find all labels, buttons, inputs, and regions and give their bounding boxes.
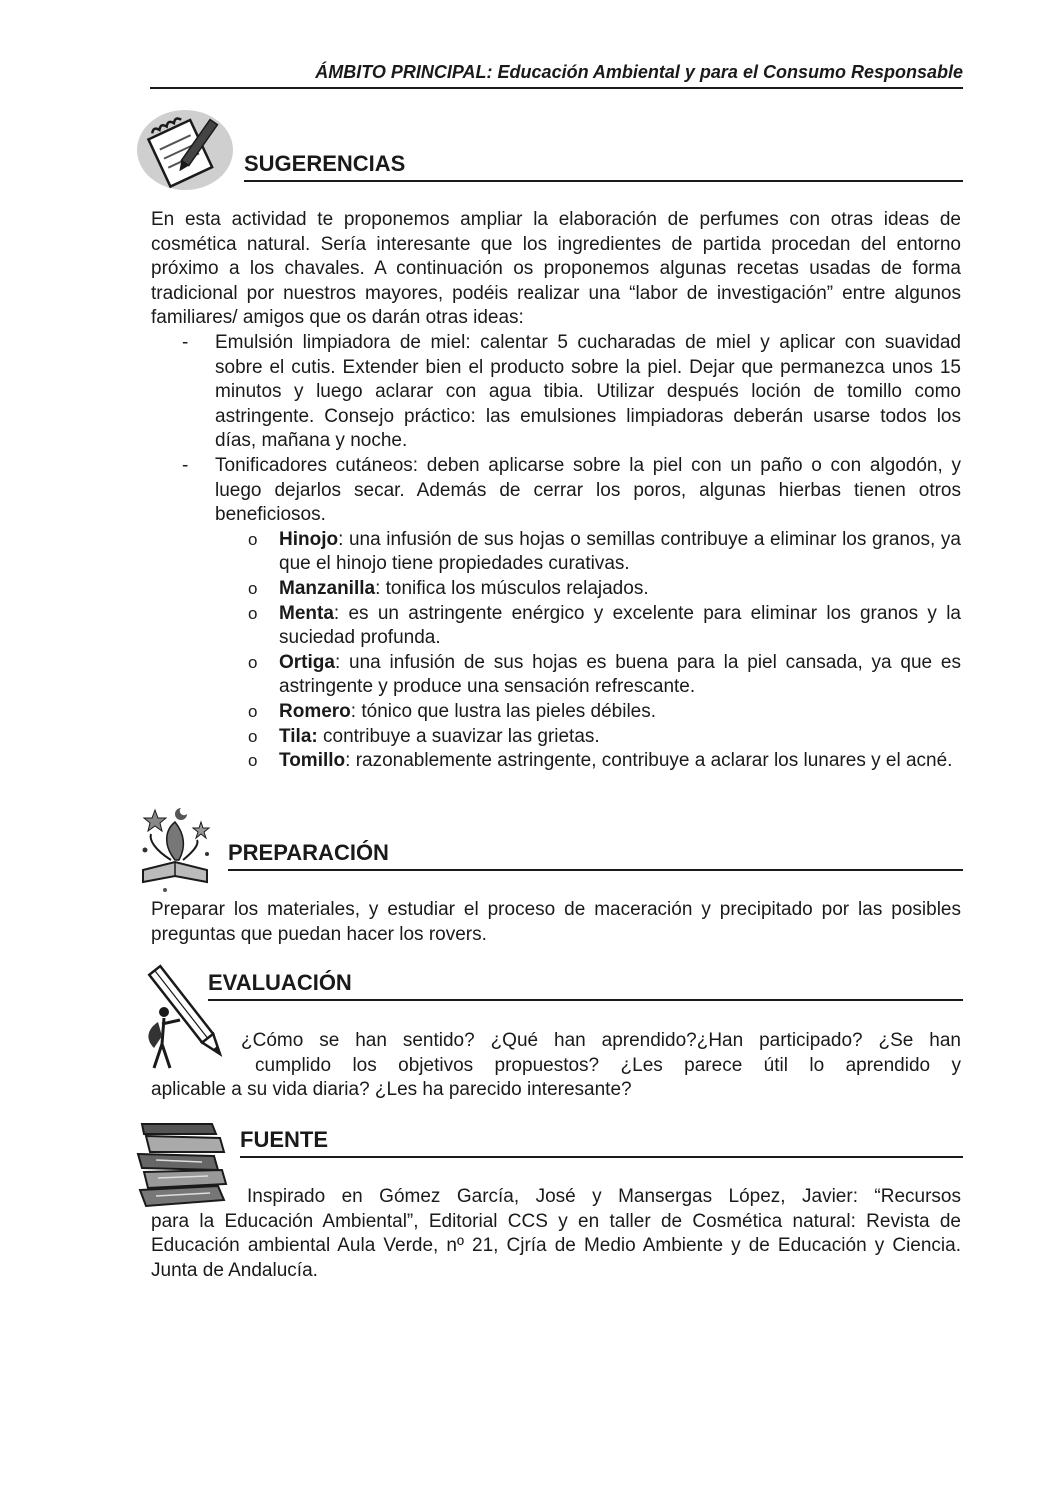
bullet-marker: o: [248, 726, 258, 746]
herb-text: : tónico que lustra las pieles débiles.: [350, 700, 657, 722]
fuente-text: [151, 1185, 961, 1283]
evaluacion-title: EVALUACIÓN: [208, 970, 963, 1001]
sugerencias-list: [151, 331, 961, 774]
herb-name: Menta: [279, 602, 334, 624]
fuente-rest: para la Educación Ambiental”, Editorial CCS y en taller de Cosmética natural: Revista de Educación ambiental Aula Verde, nº 21, Cjría de Medio Ambiente y de Educación y Ciencia. Junta de Andalucía.: [151, 1210, 961, 1281]
herb-name: Manzanilla: [279, 577, 376, 599]
herb-item: [151, 602, 961, 651]
preparacion-title: PREPARACIÓN: [228, 840, 963, 871]
bullet-marker: o: [248, 529, 258, 549]
dash-marker: -: [182, 332, 189, 353]
herb-name: Romero: [279, 700, 351, 722]
sugerencias-title: SUGERENCIAS: [244, 151, 963, 182]
page-header: ÁMBITO PRINCIPAL: Educación Ambiental y para el Consumo Responsable: [150, 62, 963, 89]
sugerencias-intro: En esta actividad te proponemos ampliar la elaboración de perfumes con otras ideas de cosmética natural. Sería interesante que los ingredientes de partida procedan del entorno próximo a los chavales. A continuación os proponemos algunas recetas usadas de forma tradicional por nuestros mayores, podéis realizar una “labor de investigación” entre algunos familiares/ amigos que os darán otras ideas:: [151, 209, 961, 329]
magic-book-icon: [135, 800, 217, 896]
bullet-marker: o: [248, 751, 258, 771]
herb-text: : es un astringente enérgico y excelente para eliminar los granos y la suciedad profunda.: [279, 602, 961, 649]
herb-item: [151, 528, 961, 577]
herb-text: contribuye a suavizar las grietas.: [317, 725, 600, 747]
fuente-title: FUENTE: [240, 1127, 963, 1158]
evaluacion-line-2: cumplido los objetivos propuestos? ¿Les parece útil lo aprendido y: [255, 1054, 961, 1076]
herb-item: [151, 749, 961, 774]
fuente-line-1: Inspirado en Gómez García, José y Mansergas López, Javier: “Recursos: [247, 1186, 961, 1207]
dash-marker: -: [182, 454, 189, 476]
herb-text: : una infusión de sus hojas es buena para la piel cansada, ya que es astringente y produce una sensación refrescante.: [279, 651, 961, 698]
herb-item: [151, 577, 961, 602]
herb-text: : tonifica los músculos relajados.: [375, 577, 649, 599]
herb-name: Ortiga: [279, 651, 335, 673]
bullet-marker: o: [248, 652, 258, 672]
herb-item: [151, 651, 961, 700]
herb-text: : razonablemente astringente, contribuye a aclarar los lunares y el acné.: [345, 750, 953, 772]
herb-name: Tila:: [279, 725, 318, 747]
item-text: Tonificadores cutáneos: deben aplicarse sobre la piel con un paño o con algodón, y luego dejarlos secar. Además de cerrar los poros, algunas hierbas tienen otros beneficiosos.: [215, 454, 961, 526]
list-item: [151, 331, 961, 454]
list-item: [151, 454, 961, 528]
bullet-marker: o: [248, 578, 258, 598]
bullet-marker: o: [248, 603, 258, 623]
evaluacion-line-3: aplicable a su vida diaria? ¿Les ha parecido interesante?: [151, 1079, 632, 1101]
preparacion-text: Preparar los materiales, y estudiar el proceso de maceración y precipitado por las posibles preguntas que puedan hacer los rovers.: [151, 899, 961, 945]
evaluacion-line-1: ¿Cómo se han sentido? ¿Qué han aprendido?¿Han participado? ¿Se han: [241, 1030, 961, 1051]
notepad-pencil-icon: [135, 108, 235, 192]
bullet-marker: o: [248, 701, 258, 721]
herb-item: [151, 700, 961, 725]
herb-text: : una infusión de sus hojas o semillas contribuye a eliminar los granos, ya que el hinojo tiene propiedades curativas.: [279, 528, 961, 575]
herb-name: Tomillo: [279, 750, 346, 772]
evaluacion-text: [151, 1029, 961, 1103]
item-text: Emulsión limpiadora de miel: calentar 5 cucharadas de miel y aplicar con suavidad sobre el cutis. Extender bien el producto sobre la piel. Dejar que permanezca unos 15 minutos y luego aclarar con agua tibia. Utilizar después loción de tomillo como astringente. Consejo práctico: las emulsiones limpiadoras deberán usarse todos los días, mañana y noche.: [215, 332, 961, 452]
herb-item: [151, 725, 961, 750]
herb-name: Hinojo: [279, 528, 339, 550]
